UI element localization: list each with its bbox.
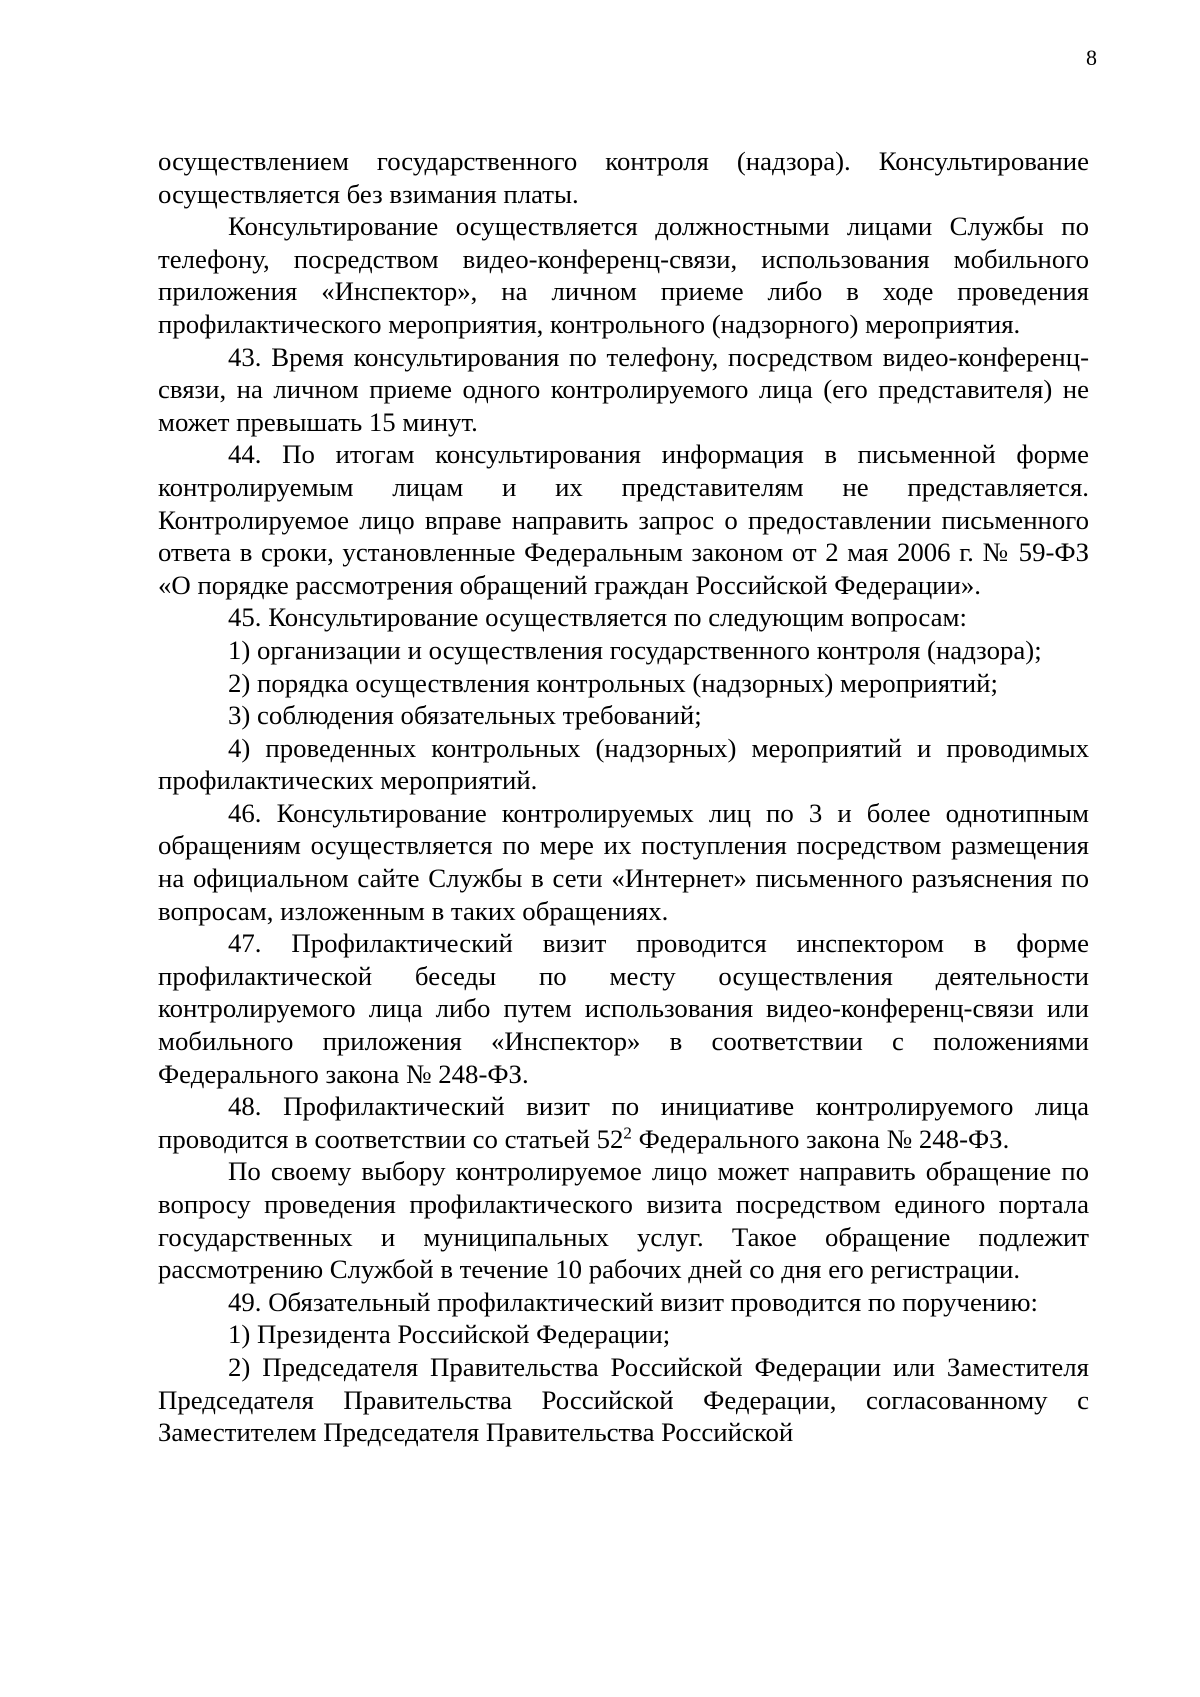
list-item-45-1: 1) организации и осуществления государственного контроля (надзора); bbox=[228, 634, 1042, 665]
paragraph-44: 44. По итогам консультирования информация в письменной форме контролируемым лицам и их представителям не представляется. Контролируемое лицо вправе направить запрос о предоставлении письменного ответа в сроки, установленные Федеральным законом от 2 мая 2006 г. № 59-ФЗ «О порядке рассмотрения обращений граждан Российской Федерации». bbox=[158, 439, 1089, 600]
paragraph-45: 45. Консультирование осуществляется по следующим вопросам: bbox=[228, 602, 967, 633]
document-body bbox=[158, 145, 1089, 1449]
list-item-45-2: 2) порядка осуществления контрольных (надзорных) мероприятий; bbox=[228, 667, 998, 698]
paragraph-continuation: осуществлением государственного контроля (надзора). Консультирование осуществляется без взимания платы. bbox=[158, 146, 1089, 209]
paragraph-49: 49. Обязательный профилактический визит проводится по поручению: bbox=[228, 1286, 1038, 1317]
list-item-45-4: 4) проведенных контрольных (надзорных) мероприятий и проводимых профилактических мероприятий. bbox=[158, 732, 1089, 796]
paragraph-48 bbox=[158, 1090, 1089, 1155]
paragraph-48-text: 48. Профилактический визит по инициативе контролируемого лица проводится в соответствии со статьей 52 bbox=[158, 1091, 1089, 1154]
paragraph-47: 47. Профилактический визит проводится инспектором в форме профилактической беседы по месту осуществления деятельности контролируемого лица либо путем использования видео-конференц-связи или мобильного приложения «Инспектор» в соответствии с положениями Федерального закона № 248-ФЗ. bbox=[158, 928, 1089, 1089]
list-item-49-1: 1) Президента Российской Федерации; bbox=[228, 1319, 671, 1350]
paragraph-43: 43. Время консультирования по телефону, посредством видео-конференц-связи, на личном приеме одного контролируемого лица (его представителя) не может превышать 15 минут. bbox=[158, 341, 1089, 437]
superscript: 2 bbox=[623, 1123, 632, 1143]
page-number: 8 bbox=[1086, 45, 1097, 70]
paragraph: Консультирование осуществляется должностными лицами Службы по телефону, посредством видео-конференц-связи, использования мобильного приложения «Инспектор», на личном приеме либо в ходе проведения профилактического мероприятия, контрольного (надзорного) мероприятия. bbox=[158, 211, 1089, 339]
paragraph-46: 46. Консультирование контролируемых лиц по 3 и более однотипным обращениям осуществляется по мере их поступления посредством размещения на официальном сайте Службы в сети «Интернет» письменного разъяснения по вопросам, изложенным в таких обращениях. bbox=[158, 797, 1089, 926]
list-item-49-2: 2) Председателя Правительства Российской Федерации или Заместителя Председателя Правительства Российской Федерации, согласованному с Заместителем Председателя Правительства Российской bbox=[158, 1351, 1089, 1448]
paragraph: По своему выбору контролируемое лицо может направить обращение по вопросу проведения профилактического визита посредством единого портала государственных и муниципальных услуг. Такое обращение подлежит рассмотрению Службой в течение 10 рабочих дней со дня его регистрации. bbox=[158, 1156, 1089, 1285]
paragraph-48-text-end: Федерального закона № 248-ФЗ. bbox=[631, 1123, 1010, 1154]
list-item-45-3: 3) соблюдения обязательных требований; bbox=[228, 700, 702, 731]
